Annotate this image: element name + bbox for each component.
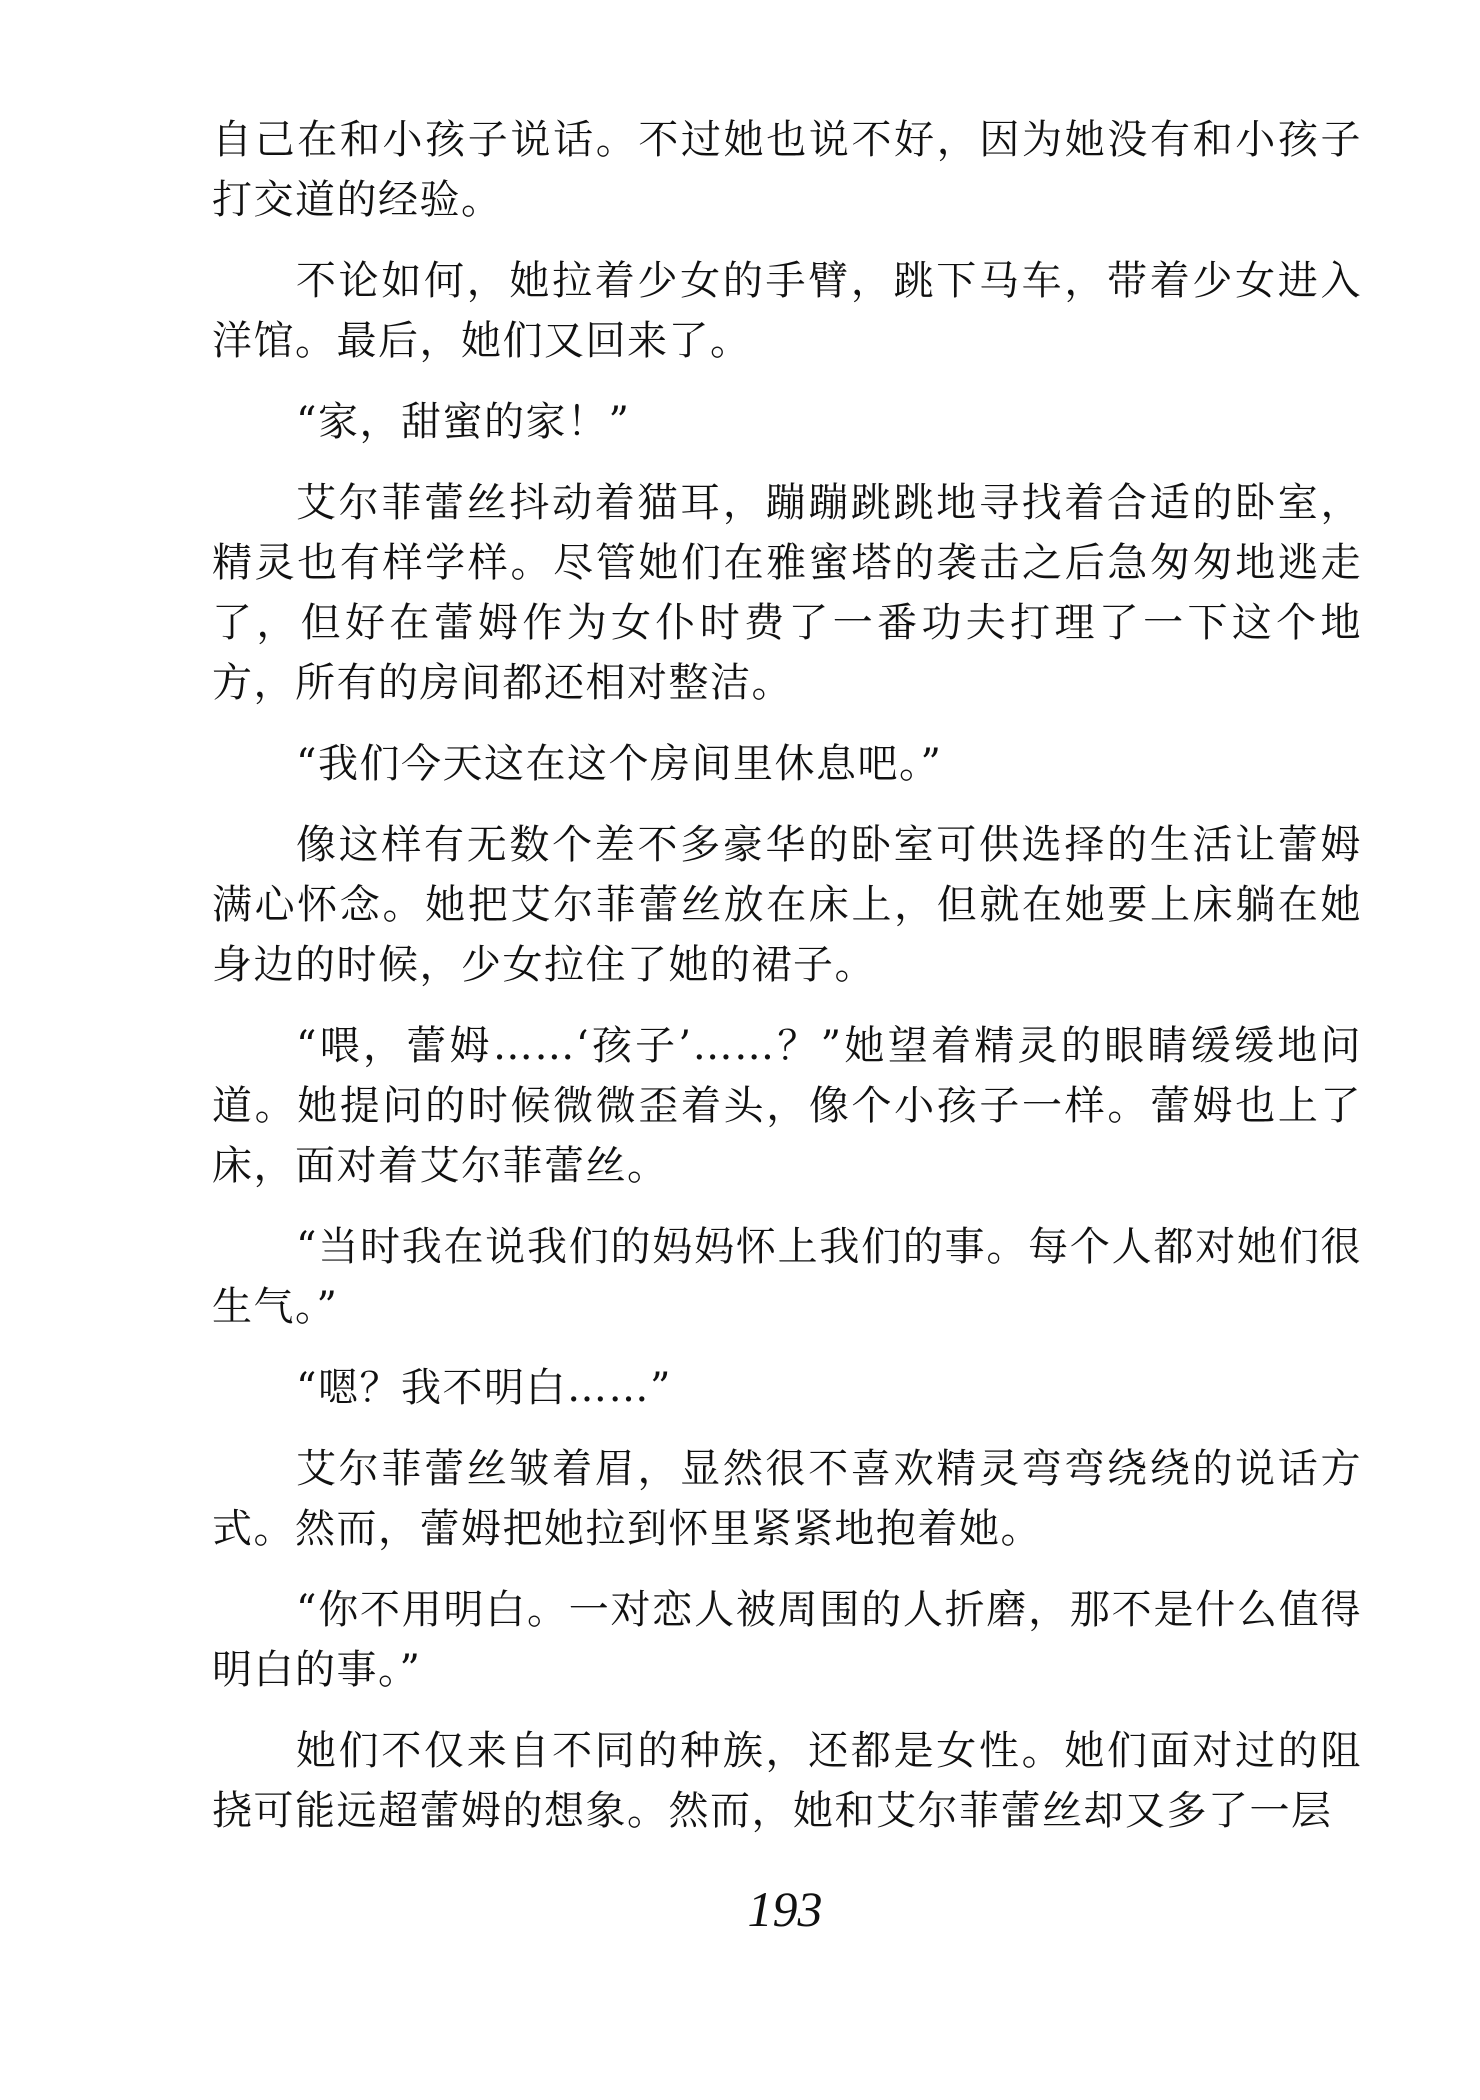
paragraph-10: 艾尔菲蕾丝皱着眉，显然很不喜欢精灵弯弯绕绕的说话方式。然而，蕾姆把她拉到怀里紧紧地抱着她。 — [212, 1446, 1362, 1552]
paragraph-4: 艾尔菲蕾丝抖动着猫耳，蹦蹦跳跳地寻找着合适的卧室，精灵也有样学样。尽管她们在雅蜜塔的袭击之后急匆匆地逃走了，但好在蕾姆作为女仆时费了一番功夫打理了一下这个地方，所有的房间都还相对整洁。 — [212, 480, 1362, 706]
paragraph-1: 自己在和小孩子说话。不过她也说不好，因为她没有和小孩子打交道的经验。 — [212, 117, 1362, 223]
paragraph-6: 像这样有无数个差不多豪华的卧室可供选择的生活让蕾姆满心怀念。她把艾尔菲蕾丝放在床上，但就在她要上床躺在她身边的时候，少女拉住了她的裙子。 — [212, 822, 1362, 988]
paragraph-3: “家，甜蜜的家！” — [296, 399, 631, 445]
paragraph-8: “当时我在说我们的妈妈怀上我们的事。每个人都对她们很生气。” — [212, 1224, 1362, 1330]
paragraph-11: “你不用明白。一对恋人被周围的人折磨，那不是什么值得明白的事。” — [212, 1587, 1362, 1693]
paragraph-7: “喂，蕾姆……‘孩子’……？”她望着精灵的眼睛缓缓地问道。她提问的时候微微歪着头，像个小孩子一样。蕾姆也上了床，面对着艾尔菲蕾丝。 — [212, 1023, 1362, 1189]
paragraph-12: 她们不仅来自不同的种族，还都是女性。她们面对过的阻挠可能远超蕾姆的想象。然而，她和艾尔菲蕾丝却又多了一层 — [212, 1728, 1362, 1834]
paragraph-2: 不论如何，她拉着少女的手臂，跳下马车，带着少女进入洋馆。最后，她们又回来了。 — [212, 258, 1362, 364]
paragraph-9: “嗯？我不明白……” — [296, 1365, 672, 1411]
page-body — [212, 110, 1362, 1862]
paragraph-5: “我们今天这在这个房间里休息吧。” — [296, 741, 943, 787]
page-number: 193 — [747, 1881, 823, 1937]
